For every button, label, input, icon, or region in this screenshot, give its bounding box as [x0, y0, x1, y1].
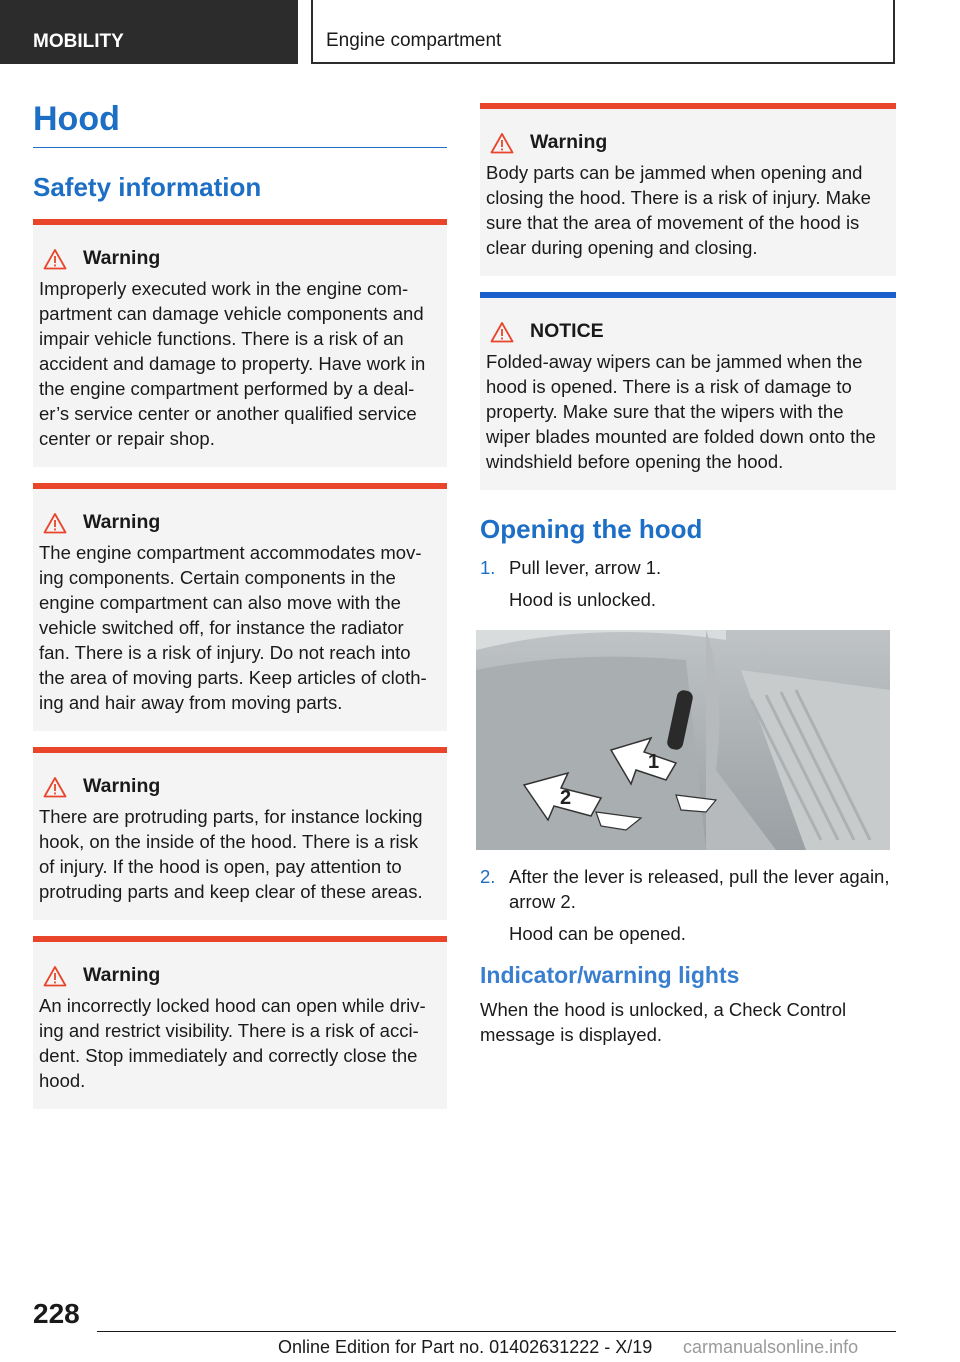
step-item — [480, 555, 896, 580]
warning-header — [39, 511, 438, 534]
section-tab — [0, 0, 298, 64]
chapter-label: Engine compartment — [326, 30, 502, 51]
arrow-2-label: 2 — [560, 787, 572, 809]
warning-label: Warning — [530, 131, 608, 153]
warning-header — [39, 775, 438, 798]
arrow-1-label: 1 — [648, 751, 660, 773]
warning-label: Warning — [83, 247, 161, 269]
indicator-heading: Indicator/warning lights — [480, 962, 740, 988]
watermark: carmanualsonline.info — [683, 1337, 859, 1357]
safety-heading: Safety information — [33, 172, 262, 202]
warning-text: An incorrectly locked hood can open while driv‐ ing and restrict visibility. There is a risk of acci‐ dent. Stop immediately and correctly close the hood. — [39, 995, 426, 1091]
warning-box — [480, 103, 896, 276]
notice-header — [486, 320, 887, 343]
warning-header — [39, 964, 438, 987]
step-text: Pull lever, arrow 1. — [509, 557, 662, 578]
hood-release-lever-figure — [476, 630, 890, 850]
warning-header — [486, 131, 887, 154]
warning-triangle-icon — [43, 248, 67, 270]
edition-info: Online Edition for Part no. 01402631222 - X/19 — [278, 1337, 653, 1357]
step-number: 1. — [480, 557, 496, 578]
notice-triangle-icon — [490, 321, 514, 343]
section-label: MOBILITY — [33, 31, 124, 52]
warning-label: Warning — [83, 775, 161, 797]
warning-box — [33, 219, 447, 467]
notice-box — [480, 292, 896, 490]
warning-triangle-icon — [490, 132, 514, 154]
warning-label: Warning — [83, 511, 161, 533]
footer-rule — [97, 1331, 896, 1332]
page-title: Hood — [33, 100, 447, 148]
step-item — [480, 864, 896, 914]
notice-text: Folded-away wipers can be jammed when the hood is opened. There is a risk of damage to property. Make sure that the wipers with the wiper blades mounted are folded down onto the windshield before opening the hood. — [486, 351, 876, 472]
warning-box — [33, 483, 447, 731]
step-text: After the lever is released, pull the lever again, arrow 2. — [509, 866, 890, 912]
left-column — [33, 100, 447, 1125]
notice-label: NOTICE — [530, 320, 604, 342]
right-column — [480, 103, 896, 1047]
warning-text: There are protruding parts, for instance locking hook, on the inside of the hood. There is a risk of injury. If the hood is open, pay attention to protruding parts and keep clear of these areas. — [39, 806, 423, 902]
step-number: 2. — [480, 866, 496, 887]
warning-box — [33, 936, 447, 1109]
page-number: 228 — [33, 1298, 80, 1329]
chapter-tab — [311, 0, 895, 64]
warning-triangle-icon — [43, 512, 67, 534]
warning-triangle-icon — [43, 776, 67, 798]
warning-header — [39, 247, 438, 270]
opening-heading: Opening the hood — [480, 514, 703, 544]
step-result: Hood is unlocked. — [509, 589, 657, 610]
warning-triangle-icon — [43, 965, 67, 987]
warning-text: Body parts can be jammed when opening and closing the hood. There is a risk of injury. Make sure that the area of movement of the hood is clear during opening and closing. — [486, 162, 871, 258]
warning-box — [33, 747, 447, 920]
warning-label: Warning — [83, 964, 161, 986]
warning-text: Improperly executed work in the engine com‐ partment can damage vehicle components and impair vehicle functions. There is a risk of an accident and damage to property. Have work in the engine compartment performed by a deal‐ er’s service center or another qualified service center or repair shop. — [39, 278, 426, 449]
step-result: Hood can be opened. — [509, 923, 686, 944]
warning-text: The engine compartment accommodates mov‐ ing components. Certain components in the engine compartment can also move with the vehicle switched off, for instance the radiator fan. There is a risk of injury. Do not reach into the area of moving parts. Keep articles of cloth‐ ing and hair away from moving parts. — [39, 542, 427, 713]
indicator-text: When the hood is unlocked, a Check Control message is displayed. — [480, 999, 847, 1045]
